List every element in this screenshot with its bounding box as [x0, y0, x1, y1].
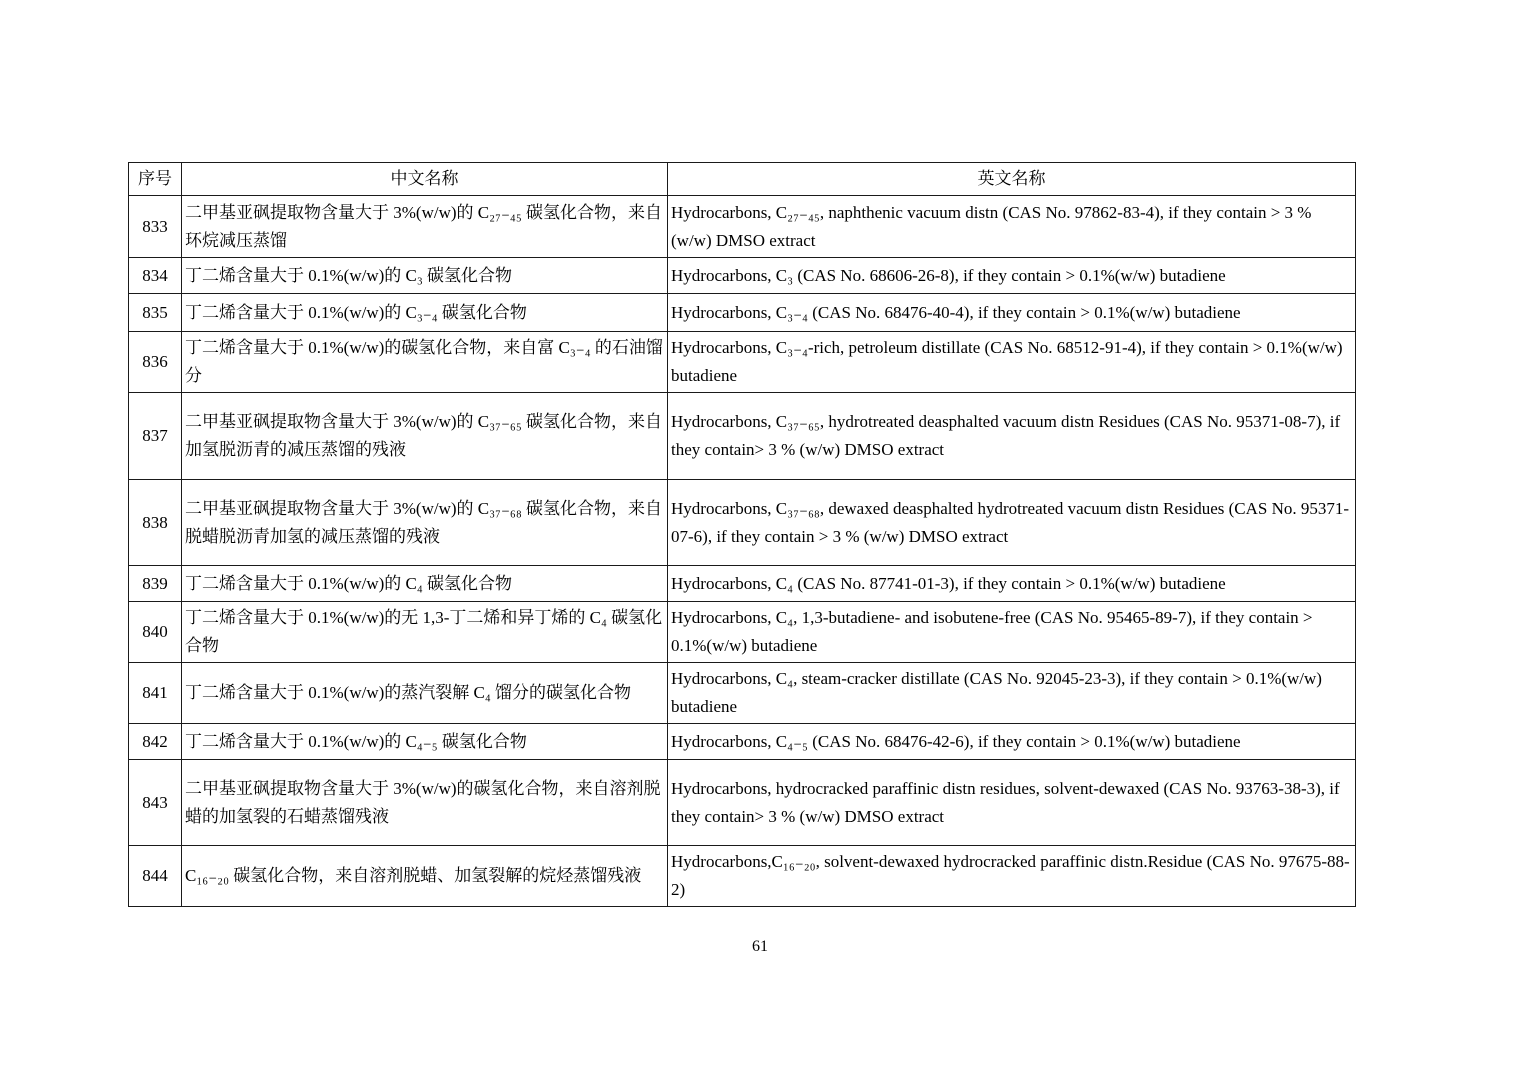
- column-header-chinese-name: 中文名称: [182, 163, 668, 196]
- row-serial-no: 837: [129, 393, 182, 480]
- chinese-name: 丁二烯含量大于 0.1%(w/w)的无 1,3-丁二烯和异丁烯的 C₄ 碳氢化合物: [182, 602, 668, 663]
- row-serial-no: 844: [129, 846, 182, 907]
- english-name: Hydrocarbons, C₄ (CAS No. 87741-01-3), if they contain > 0.1%(w/w) butadiene: [668, 566, 1356, 602]
- row-serial-no: 843: [129, 760, 182, 846]
- table-header-row: [129, 163, 1356, 196]
- row-serial-no: 835: [129, 294, 182, 332]
- row-serial-no: 838: [129, 480, 182, 566]
- row-serial-no: 833: [129, 196, 182, 258]
- chinese-name: C₁₆₋₂₀ 碳氢化合物，来自溶剂脱蜡、加氢裂解的烷烃蒸馏残液: [182, 846, 668, 907]
- english-name: Hydrocarbons, C₄, steam-cracker distillate (CAS No. 92045-23-3), if they contain > 0.1%(w/w) butadiene: [668, 663, 1356, 724]
- english-name: Hydrocarbons, C₂₇₋₄₅, naphthenic vacuum distn (CAS No. 97862-83-4), if they contain > 3 % (w/w) DMSO extract: [668, 196, 1356, 258]
- chinese-name: 丁二烯含量大于 0.1%(w/w)的 C₄₋₅ 碳氢化合物: [182, 724, 668, 760]
- english-name: Hydrocarbons, hydrocracked paraffinic distn residues, solvent-dewaxed (CAS No. 93763-38-3), if they contain> 3 % (w/w) DMSO extract: [668, 760, 1356, 846]
- table-row: [129, 724, 1356, 760]
- table-row: [129, 602, 1356, 663]
- table-row: [129, 480, 1356, 566]
- chinese-name: 二甲基亚砜提取物含量大于 3%(w/w)的碳氢化合物，来自溶剂脱蜡的加氢裂的石蜡蒸馏残液: [182, 760, 668, 846]
- chinese-name: 二甲基亚砜提取物含量大于 3%(w/w)的 C₃₇₋₆₅ 碳氢化合物，来自加氢脱沥青的减压蒸馏的残液: [182, 393, 668, 480]
- chinese-name: 丁二烯含量大于 0.1%(w/w)的碳氢化合物，来自富 C₃₋₄ 的石油馏分: [182, 332, 668, 393]
- row-serial-no: 836: [129, 332, 182, 393]
- english-name: Hydrocarbons, C₃₋₄-rich, petroleum distillate (CAS No. 68512-91-4), if they contain > 0.1%(w/w) butadiene: [668, 332, 1356, 393]
- table-row: [129, 258, 1356, 294]
- chinese-name: 二甲基亚砜提取物含量大于 3%(w/w)的 C₃₇₋₆₈ 碳氢化合物，来自脱蜡脱沥青加氢的减压蒸馏的残液: [182, 480, 668, 566]
- column-header-english-name: 英文名称: [668, 163, 1356, 196]
- row-serial-no: 840: [129, 602, 182, 663]
- table-row: [129, 294, 1356, 332]
- row-serial-no: 841: [129, 663, 182, 724]
- english-name: Hydrocarbons, C₃ (CAS No. 68606-26-8), if they contain > 0.1%(w/w) butadiene: [668, 258, 1356, 294]
- english-name: Hydrocarbons,C₁₆₋₂₀, solvent-dewaxed hydrocracked paraffinic distn.Residue (CAS No. 97675-88-2): [668, 846, 1356, 907]
- table-row: [129, 663, 1356, 724]
- chinese-name: 二甲基亚砜提取物含量大于 3%(w/w)的 C₂₇₋₄₅ 碳氢化合物，来自环烷减压蒸馏: [182, 196, 668, 258]
- table-row: [129, 760, 1356, 846]
- table-row: [129, 566, 1356, 602]
- row-serial-no: 842: [129, 724, 182, 760]
- page-number: 61: [752, 938, 768, 955]
- english-name: Hydrocarbons, C₄₋₅ (CAS No. 68476-42-6), if they contain > 0.1%(w/w) butadiene: [668, 724, 1356, 760]
- chinese-name: 丁二烯含量大于 0.1%(w/w)的 C₃₋₄ 碳氢化合物: [182, 294, 668, 332]
- row-serial-no: 834: [129, 258, 182, 294]
- column-header-serial-no: 序号: [129, 163, 182, 196]
- row-serial-no: 839: [129, 566, 182, 602]
- table-row: [129, 846, 1356, 907]
- chinese-name: 丁二烯含量大于 0.1%(w/w)的 C₄ 碳氢化合物: [182, 566, 668, 602]
- english-name: Hydrocarbons, C₄, 1,3-butadiene- and isobutene-free (CAS No. 95465-89-7), if they contain > 0.1%(w/w) butadiene: [668, 602, 1356, 663]
- table-row: [129, 332, 1356, 393]
- english-name: Hydrocarbons, C₃₇₋₆₈, dewaxed deasphalted hydrotreated vacuum distn Residues (CAS No. 95371-07-6), if they contain > 3 % (w/w) DMSO extract: [668, 480, 1356, 566]
- table-row: [129, 196, 1356, 258]
- chinese-name: 丁二烯含量大于 0.1%(w/w)的 C₃ 碳氢化合物: [182, 258, 668, 294]
- english-name: Hydrocarbons, C₃₋₄ (CAS No. 68476-40-4), if they contain > 0.1%(w/w) butadiene: [668, 294, 1356, 332]
- table-row: [129, 393, 1356, 480]
- chinese-name: 丁二烯含量大于 0.1%(w/w)的蒸汽裂解 C₄ 馏分的碳氢化合物: [182, 663, 668, 724]
- substance-table: [128, 162, 1356, 907]
- english-name: Hydrocarbons, C₃₇₋₆₅, hydrotreated deasphalted vacuum distn Residues (CAS No. 95371-08-7), if they contain> 3 % (w/w) DMSO extract: [668, 393, 1356, 480]
